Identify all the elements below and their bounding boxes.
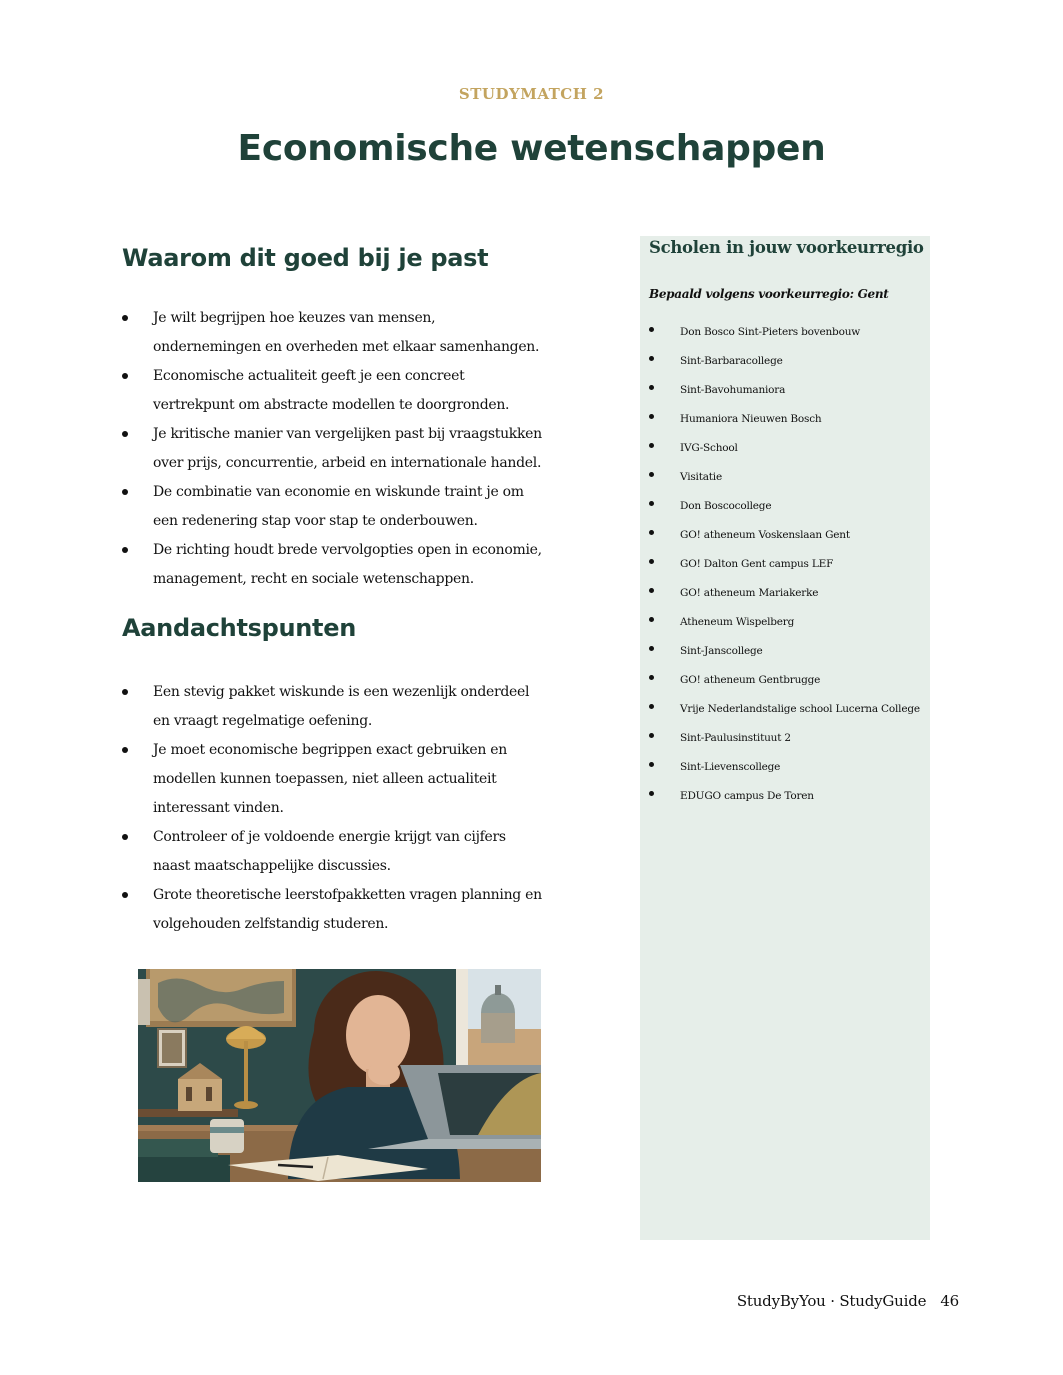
bullet-icon	[122, 834, 128, 840]
bullet-icon	[649, 588, 654, 593]
list-item-text: De richting houdt brede vervolgopties open in economie, management, recht en sociale wetenschappen.	[153, 542, 542, 587]
school-item	[649, 347, 929, 376]
bullet-icon	[122, 689, 128, 695]
bullet-icon	[649, 791, 654, 796]
school-item	[649, 492, 929, 521]
school-name: EDUGO campus De Toren	[680, 790, 814, 802]
list-item	[122, 420, 542, 478]
list-item-text: Een stevig pakket wiskunde is een wezenlijk onderdeel en vraagt regelmatige oefening.	[153, 684, 530, 729]
school-item	[649, 637, 929, 666]
school-item	[649, 550, 929, 579]
bullet-icon	[649, 385, 654, 390]
bullet-icon	[649, 501, 654, 506]
school-item	[649, 463, 929, 492]
list-item	[122, 362, 542, 420]
bullet-icon	[122, 373, 128, 379]
school-item	[649, 666, 929, 695]
school-name: Sint-Janscollege	[680, 645, 763, 657]
watch-heading: Aandachtspunten	[122, 614, 356, 642]
list-item-text: Controleer of je voldoende energie krijgt van cijfers naast maatschappelijke discussies.	[153, 829, 506, 874]
list-item	[122, 478, 542, 536]
school-item	[649, 579, 929, 608]
school-name: Sint-Bavohumaniora	[680, 384, 786, 396]
schools-sidebar	[640, 236, 930, 1240]
list-item-text: Economische actualiteit geeft je een concreet vertrekpunt om abstracte modellen te doorgronden.	[153, 368, 510, 413]
sidebar-title: Scholen in jouw voorkeurregio	[649, 238, 924, 257]
school-name: GO! atheneum Gentbrugge	[680, 674, 821, 686]
school-name: Don Boscocollege	[680, 500, 772, 512]
list-item	[122, 881, 542, 939]
school-name: Atheneum Wispelberg	[680, 616, 795, 628]
bullet-icon	[649, 327, 654, 332]
main-column	[122, 244, 542, 939]
list-item	[122, 304, 542, 362]
student-illustration	[138, 969, 541, 1182]
bullet-icon	[122, 489, 128, 495]
school-item	[649, 376, 929, 405]
school-name: Humaniora Nieuwen Bosch	[680, 413, 822, 425]
bullet-icon	[649, 762, 654, 767]
school-item	[649, 434, 929, 463]
school-item	[649, 782, 929, 811]
school-name: Sint-Lievenscollege	[680, 761, 781, 773]
watch-list	[122, 678, 542, 939]
bullet-icon	[649, 443, 654, 448]
bullet-icon	[122, 315, 128, 321]
fit-heading: Waarom dit goed bij je past	[122, 244, 489, 272]
studymatch-label: STUDYMATCH 2	[458, 85, 605, 103]
bullet-icon	[649, 414, 654, 419]
bullet-icon	[649, 530, 654, 535]
school-item	[649, 724, 929, 753]
list-item	[122, 823, 542, 881]
school-name: GO! Dalton Gent campus LEF	[680, 558, 834, 570]
bullet-icon	[122, 892, 128, 898]
page-footer	[737, 1292, 959, 1310]
school-name: Don Bosco Sint-Pieters bovenbouw	[680, 326, 861, 338]
school-item	[649, 608, 929, 637]
bullet-icon	[649, 617, 654, 622]
bullet-icon	[649, 733, 654, 738]
list-item-text: Je moet economische begrippen exact gebruiken en modellen kunnen toepassen, niet alleen actualiteit interessant vinden.	[153, 742, 507, 816]
bullet-icon	[649, 559, 654, 564]
student-photo	[138, 969, 541, 1182]
page-title: Economische wetenschappen	[237, 128, 826, 169]
school-name: GO! atheneum Voskenslaan Gent	[680, 529, 850, 541]
school-item	[649, 318, 929, 347]
bullet-icon	[649, 704, 654, 709]
list-item-text: De combinatie van economie en wiskunde traint je om een redenering stap voor stap te onderbouwen.	[153, 484, 524, 529]
page-number: 46	[940, 1292, 959, 1310]
list-item	[122, 678, 542, 736]
footer-brand: StudyByYou · StudyGuide	[736, 1292, 927, 1310]
list-item	[122, 736, 542, 823]
school-name: IVG-School	[680, 442, 738, 454]
school-item	[649, 753, 929, 782]
school-list	[649, 318, 929, 811]
list-item-text: Je wilt begrijpen hoe keuzes van mensen, ondernemingen en overheden met elkaar samenhangen.	[153, 310, 540, 355]
school-item	[649, 405, 929, 434]
bullet-icon	[122, 547, 128, 553]
fit-list	[122, 304, 542, 594]
bullet-icon	[649, 356, 654, 361]
region-note: Bepaald volgens voorkeurregio: Gent	[649, 287, 889, 301]
school-item	[649, 695, 929, 724]
list-item	[122, 536, 542, 594]
list-item-text: Grote theoretische leerstofpakketten vragen planning en volgehouden zelfstandig studeren.	[153, 887, 542, 932]
list-item-text: Je kritische manier van vergelijken past bij vraagstukken over prijs, concurrentie, arbeid en internationale handel.	[153, 426, 542, 471]
school-name: Sint-Barbaracollege	[680, 355, 783, 367]
bullet-icon	[122, 747, 128, 753]
bullet-icon	[649, 646, 654, 651]
school-name: Vrije Nederlandstalige school Lucerna College	[680, 703, 920, 715]
school-item	[649, 521, 929, 550]
school-name: GO! atheneum Mariakerke	[680, 587, 819, 599]
school-name: Sint-Paulusinstituut 2	[680, 732, 791, 744]
bullet-icon	[122, 431, 128, 437]
bullet-icon	[649, 675, 654, 680]
school-name: Visitatie	[680, 471, 722, 483]
bullet-icon	[649, 472, 654, 477]
